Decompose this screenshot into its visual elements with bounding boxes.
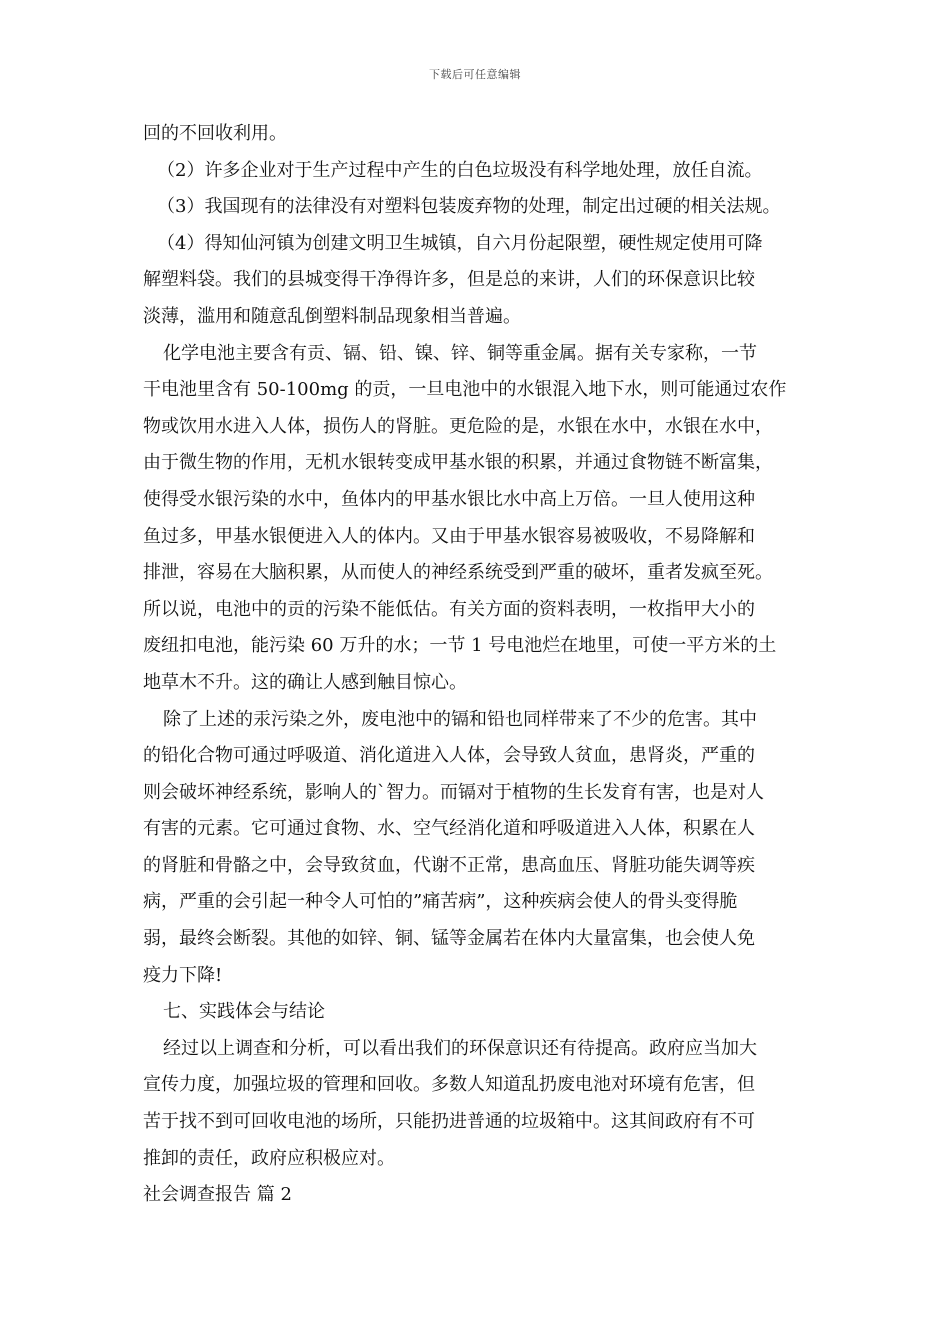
- text-line: 地草木不升。这的确让人感到触目惊心。: [143, 671, 467, 693]
- document-body: [143, 116, 819, 1214]
- text-line: 除了上述的汞污染之外，废电池中的镉和铅也同样带来了不少的危害。其中: [163, 708, 757, 730]
- text-line: 化学电池主要含有贡、镉、铅、镍、锌、铜等重金属。据有关专家称，一节: [163, 342, 757, 364]
- section-heading: 七、实践体会与结论: [163, 1001, 325, 1023]
- text-line: （4）得知仙河镇为创建文明卫生城镇，自六月份起限塑，硬性规定使用可降: [157, 232, 763, 254]
- text-line: （2）许多企业对于生产过程中产生的白色垃圾没有科学地处理，放任自流。: [157, 159, 763, 181]
- text-line: 弱，最终会断裂。其他的如锌、铜、锰等金属若在体内大量富集，也会使人免: [143, 928, 755, 950]
- text-line: 淡薄，滥用和随意乱倒塑料制品现象相当普遍。: [143, 305, 521, 327]
- text-line: 病，严重的会引起一种令人可怕的”痛苦病”，这种疾病会使人的骨头变得脆: [143, 891, 738, 913]
- text-line: 的铅化合物可通过呼吸道、消化道进入人体，会导致人贫血，患肾炎，严重的: [143, 745, 755, 767]
- text-line: 经过以上调查和分析，可以看出我们的环保意识还有待提高。政府应当加大: [163, 1037, 757, 1059]
- text-line: 物或饮用水进入人体，损伤人的肾脏。更危险的是，水银在水中，水银在水中，: [143, 415, 773, 437]
- text-line: 所以说，电池中的贡的污染不能低估。有关方面的资料表明，一枚指甲大小的: [143, 598, 755, 620]
- text-line: 宣传力度，加强垃圾的管理和回收。多数人知道乱扔废电池对环境有危害，但: [143, 1074, 755, 1096]
- text-line: 鱼过多，甲基水银便进入人的体内。又由于甲基水银容易被吸收，不易降解和: [143, 525, 755, 547]
- text-line: 回的不回收利用。: [143, 123, 287, 144]
- header-note: 下载后可任意编辑: [429, 68, 521, 81]
- text-line: 由于微生物的作用，无机水银转变成甲基水银的积累，并通过食物链不断富集，: [143, 452, 773, 474]
- text-line: 有害的元素。它可通过食物、水、空气经消化道和呼吸道进入人体，积累在人: [143, 818, 755, 840]
- text-line: 解塑料袋。我们的县城变得干净得许多，但是总的来讲，人们的环保意识比较: [143, 269, 755, 291]
- text-line: 苦于找不到可回收电池的场所，只能扔进普通的垃圾箱中。这其间政府有不可: [143, 1111, 755, 1133]
- text-line: 废纽扣电池，能污染 60 万升的水；一节 1 号电池烂在地里，可使一平方米的土: [143, 635, 777, 657]
- text-line: （3）我国现有的法律没有对塑料包装废弃物的处理，制定出过硬的相关法规。: [157, 196, 781, 218]
- text-line: 排泄，容易在大脑积累，从而使人的神经系统受到严重的破坏，重者发疯至死。: [143, 562, 773, 584]
- report-title: 社会调查报告 篇 2: [143, 1184, 292, 1206]
- text-line: 干电池里含有 50-100mg 的贡，一旦电池中的水银混入地下水，则可能通过农作: [143, 379, 787, 401]
- text-line: 使得受水银污染的水中，鱼体内的甲基水银比水中高上万倍。一旦人使用这种: [143, 488, 755, 510]
- text-line: 推卸的责任，政府应积极应对。: [143, 1147, 395, 1169]
- text-line: 疫力下降!: [143, 964, 223, 986]
- text-line: 则会破坏神经系统，影响人的`智力。而镉对于植物的生长发育有害，也是对人: [143, 781, 764, 803]
- text-line: 的肾脏和骨骼之中，会导致贫血，代谢不正常，患高血压、肾脏功能失调等疾: [143, 854, 755, 876]
